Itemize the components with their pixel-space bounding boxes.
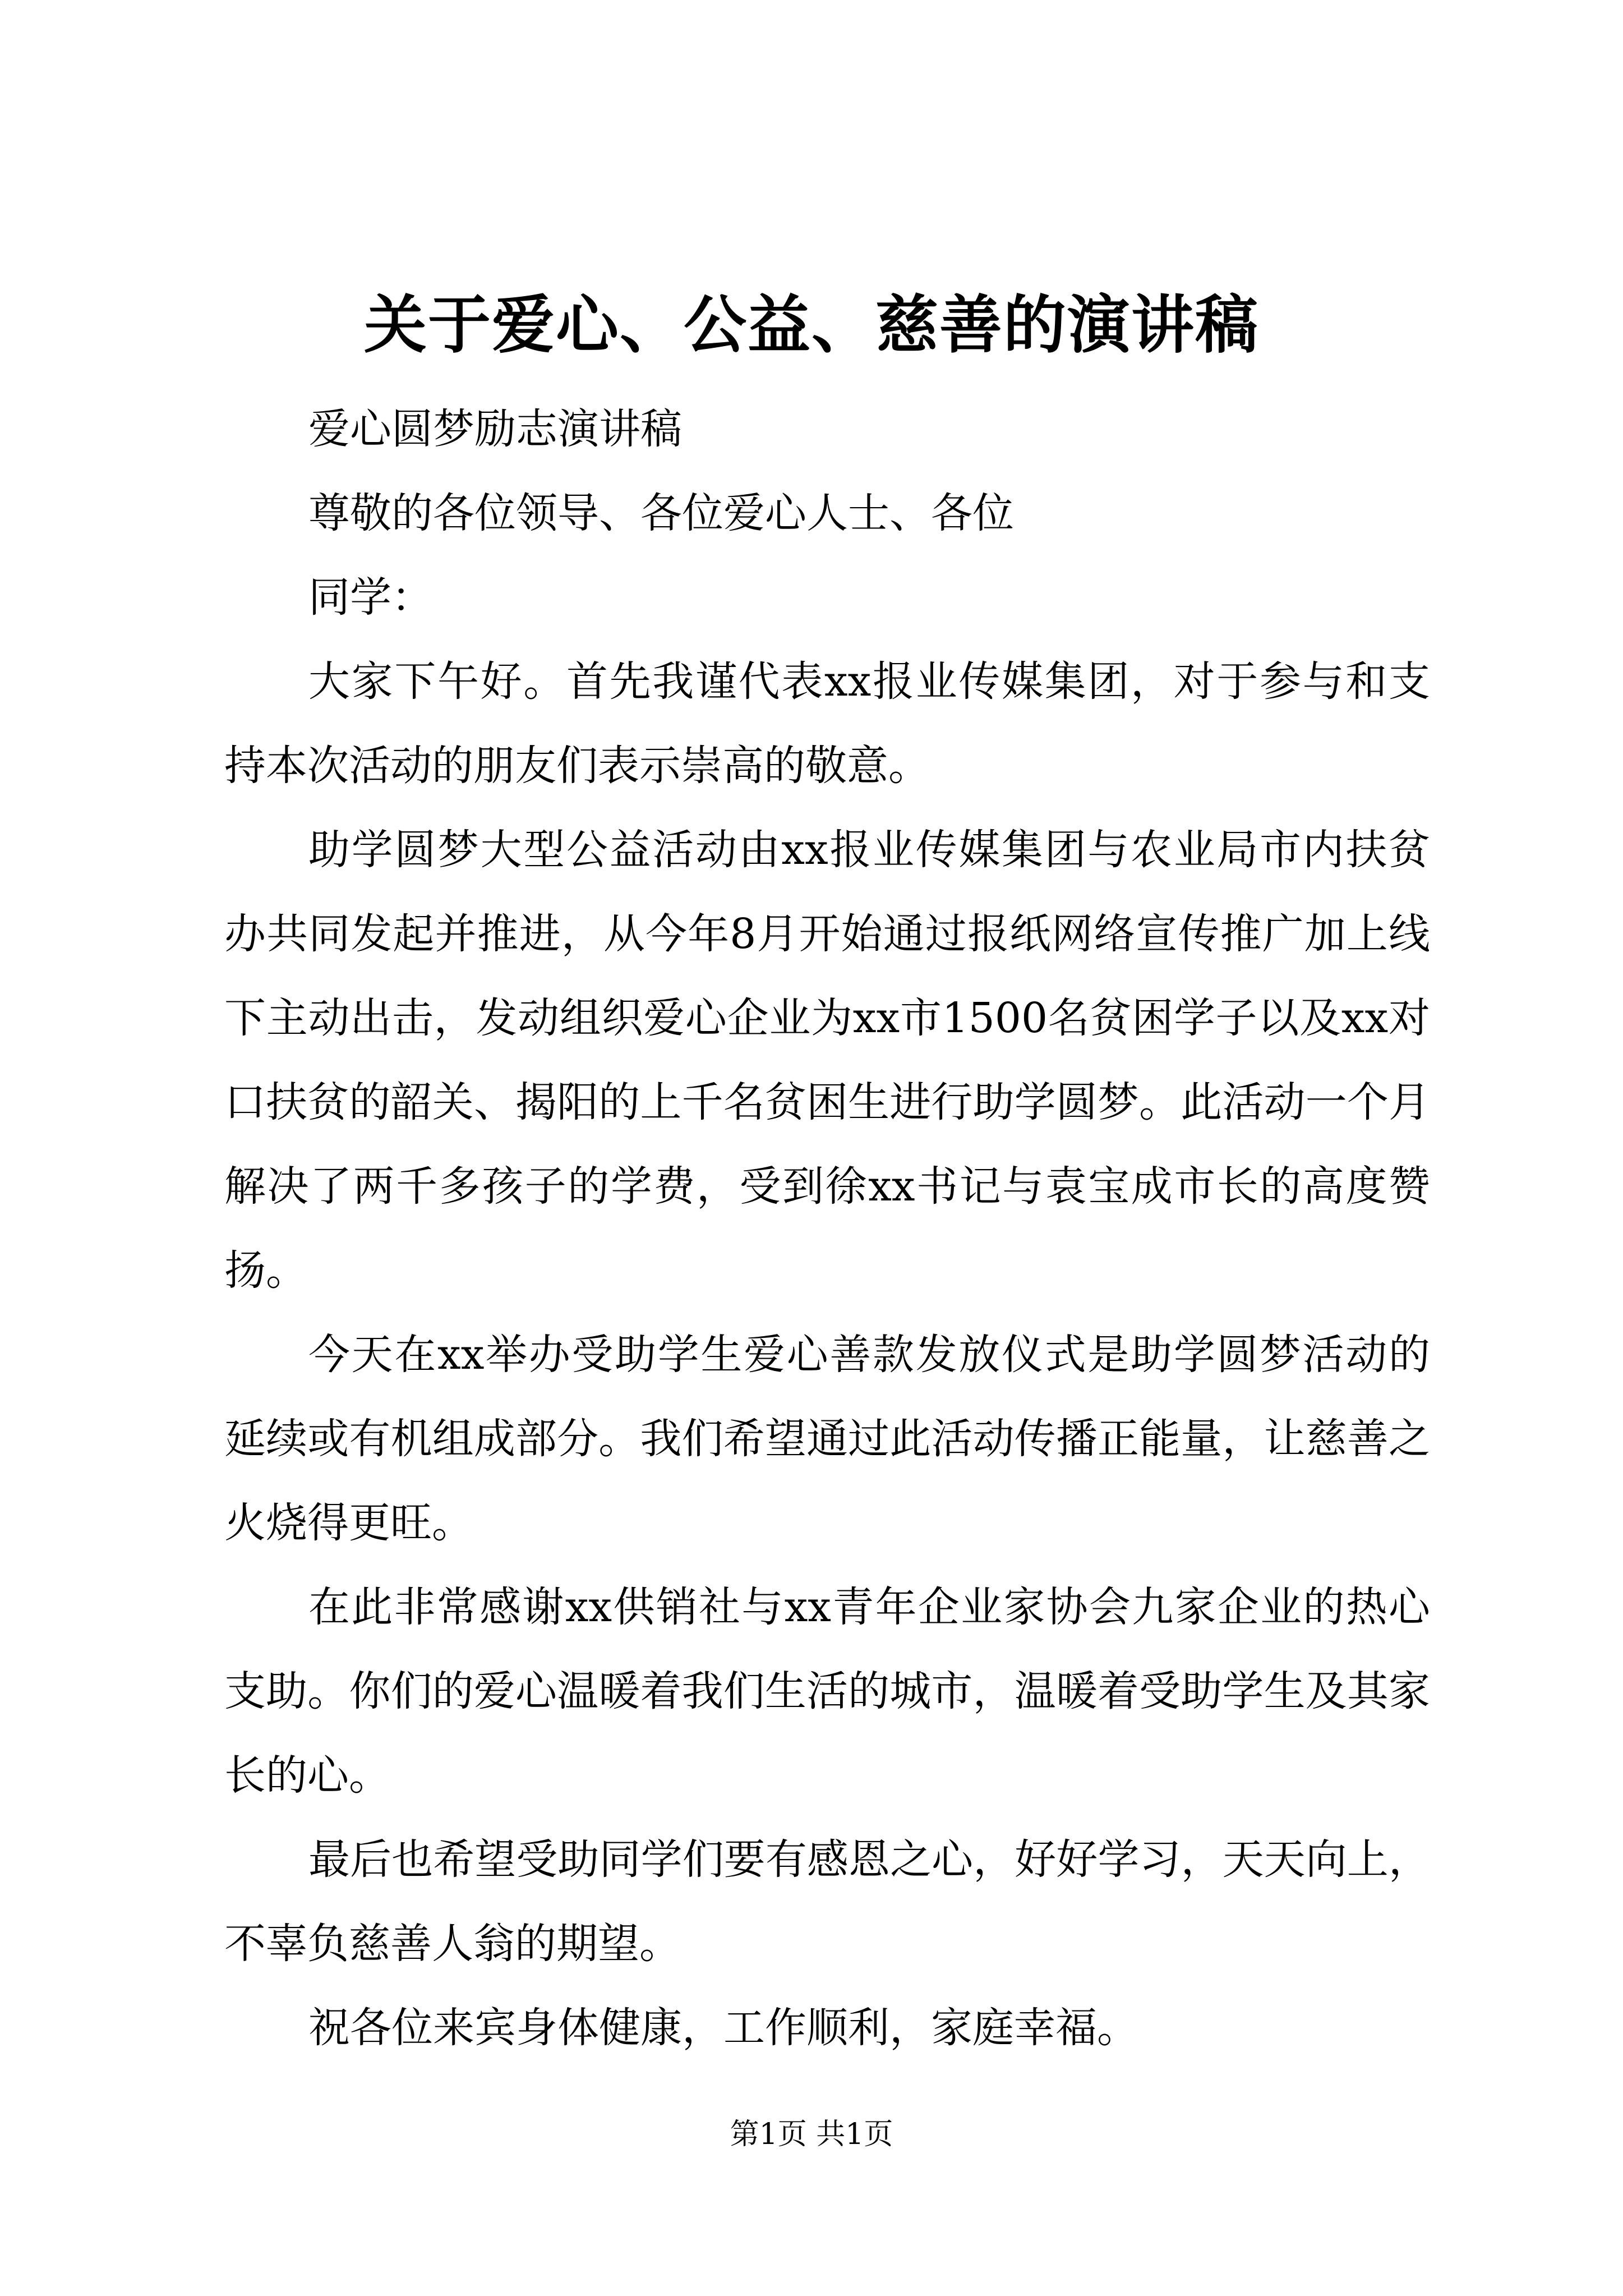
paragraph-subtitle: 爱心圆梦励志演讲稿	[308, 405, 682, 453]
paragraph-salutation-continued: 同学：	[308, 573, 433, 622]
page-number-footer: 第1页 共1页	[730, 2118, 893, 2151]
paragraph-wishes: 祝各位来宾身体健康，工作顺利，家庭幸福。	[308, 2004, 1138, 2052]
document-body	[224, 387, 1430, 2070]
document-title: 关于爱心、公益、慈善的演讲稿	[364, 288, 1259, 362]
paragraph-activity-intro: 助学圆梦大型公益活动由xx报业传媒集团与农业局市内扶贫办共同发起并推进，从今年8月开始通过报纸网络宣传推广加上线下主动出击，发动组织爱心企业为xx市1500名贫困学子以及xx对口扶贫的韶关、揭阳的上千名贫困生进行助学圆梦。此活动一个月解决了两千多孩子的学费，受到徐xx书记与袁宝成市长的高度赞扬。	[224, 826, 1430, 1295]
paragraph-hope: 最后也希望受助同学们要有感恩之心，好好学习，天天向上，不辜负慈善人翁的期望。	[224, 1835, 1430, 1968]
paragraph-thanks: 在此非常感谢xx供销社与xx青年企业家协会九家企业的热心支助。你们的爱心温暖着我们生活的城市，温暖着受助学生及其家长的心。	[224, 1583, 1430, 1800]
paragraph-salutation: 尊敬的各位领导、各位爱心人士、各位	[308, 489, 1014, 537]
paragraph-ceremony: 今天在xx举办受助学生爱心善款发放仪式是助学圆梦活动的延续或有机组成部分。我们希望通过此活动传播正能量，让慈善之火烧得更旺。	[224, 1331, 1430, 1547]
paragraph-greeting: 大家下午好。首先我谨代表xx报业传媒集团，对于参与和支持本次活动的朋友们表示崇高的敬意。	[224, 657, 1430, 790]
